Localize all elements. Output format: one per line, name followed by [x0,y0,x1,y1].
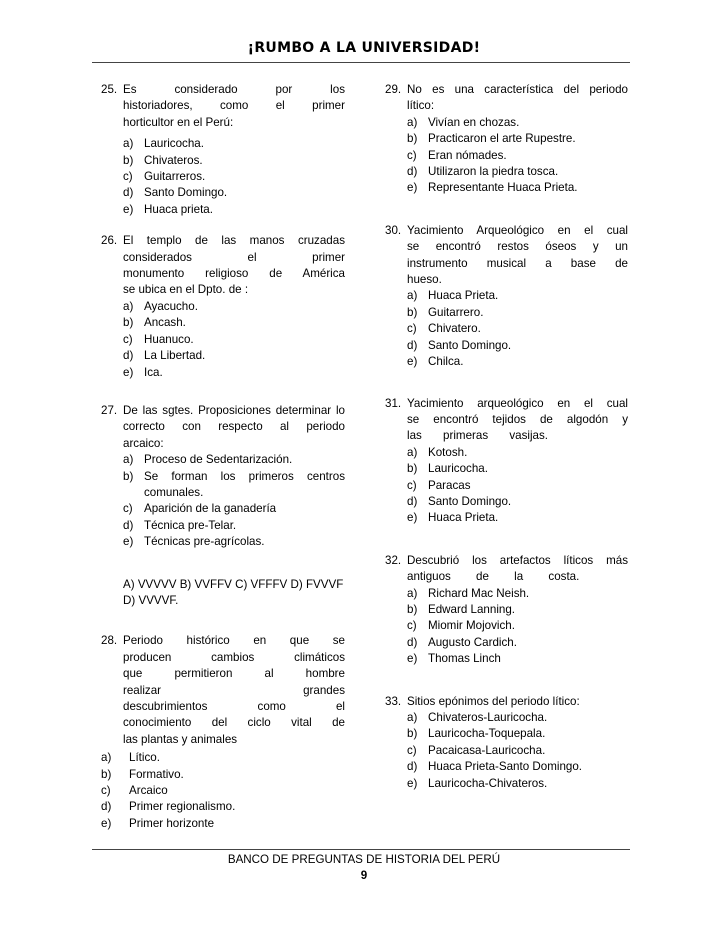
question-number: 31. [385,396,402,410]
question-line: conocimiento del ciclo vital de [123,716,345,730]
option-e: e) Técnicas pre-agrícolas. [123,535,265,549]
option-a: a) Huaca Prieta. [407,289,499,303]
question-30 [385,223,628,371]
option-d: d) Primer regionalismo. [101,800,236,814]
answer-choices [123,577,345,610]
option-b: b) Lauricocha-Toquepala. [407,727,546,741]
question-number: 32. [385,553,402,567]
footer-divider [92,849,630,850]
left-column [101,82,345,832]
option-d: d) Santo Domingo. [407,494,512,508]
page-number: 9 [360,869,368,882]
option-e: e) Lauricocha-Chivateros. [407,776,548,790]
question-number: 33. [385,694,402,708]
question-number: 28. [101,634,118,648]
option-d: d) Augusto Cardich. [407,635,517,649]
question-text [123,633,345,748]
option-e: e) Huaca Prieta. [407,511,499,525]
question-line: realizar grandes [123,683,345,697]
question-text [123,403,345,452]
option-b: b) Se forman los primeros centros comunales. [123,469,345,499]
option-b: b) Formativo. [101,767,184,781]
option-a: a) Richard Mac Neish. [407,586,530,600]
option-a: a) Vivían en chozas. [407,115,520,129]
question-line: que permitieron al hombre [123,667,345,681]
question-line: descubrimientos como el [123,700,345,713]
option-c: c) Chivatero. [407,322,481,336]
question-text [407,396,628,445]
question-line: se encontró restos óseos y un [407,240,628,254]
option-c: c) Guitarreros. [123,170,206,184]
header-divider [92,62,630,63]
question-line: De las sgtes. Proposiciones determinar lo [123,403,345,417]
question-line: hueso. [407,273,442,287]
option-d: d) Huaca Prieta-Santo Domingo. [407,760,583,774]
option-c: c) Huanuco. [123,332,194,346]
question-27 [101,403,345,609]
option-a: a) Kotosh. [407,445,468,459]
option-d: d) Santo Domingo. [123,186,228,200]
option-e: e) Huaca prieta. [123,202,213,216]
question-32 [385,553,628,668]
option-e: e) Representante Huaca Prieta. [407,181,578,195]
question-31 [385,396,628,527]
page-header-title: ¡RUMBO A LA UNIVERSIDAD! [247,40,481,56]
question-line: las plantas y animales [123,732,238,746]
option-d: d) Utilizaron la piedra tosca. [407,165,559,179]
option-d: d) Técnica pre-Telar. [123,518,237,532]
option-b: b) Guitarrero. [407,305,484,319]
option-a: a) Lauricocha. [123,137,204,151]
question-line: Sitios epónimos del periodo lítico: [407,694,580,708]
question-29 [385,82,628,197]
question-line: Yacimiento Arqueológico en el cual [407,223,628,237]
question-line: horticultor en el Perú: [123,115,234,129]
question-line: Es considerado por los [123,83,345,96]
question-33 [385,694,628,792]
option-b: b) Lauricocha. [407,462,488,476]
footer-text: BANCO DE PREGUNTAS DE HISTORIA DEL PERÚ [227,853,501,866]
question-text [407,223,628,289]
question-line: Periodo histórico en que se [123,634,345,648]
option-c: c) Paracas [407,478,471,492]
question-number: 25. [101,83,118,96]
question-line: Descubrió los artefactos líticos más [407,553,628,567]
option-b: b) Practicaron el arte Rupestre. [407,132,576,146]
question-text [123,233,345,299]
question-line: se ubica en el Dpto. de : [123,283,249,297]
option-c: c) Miomir Mojovich. [407,619,515,633]
question-line: historiadores, como el primer [123,99,345,113]
option-b: b) Ancash. [123,316,186,330]
option-b: b) Chivateros. [123,153,203,167]
option-a: a) Lítico. [101,751,160,765]
option-a: a) Proceso de Sedentarización. [123,453,293,467]
option-a: a) Chivateros-Lauricocha. [407,711,548,724]
option-c: c) Pacaicasa-Lauricocha. [407,743,546,757]
answer-line: D) VVVVF. [123,593,179,607]
question-text [123,82,345,131]
question-line: lítico: [407,99,435,113]
answer-line: A) VVVVV B) VVFFV C) VFFFV D) FVVVF [123,577,344,591]
question-line: antiguos de la costa. [407,570,580,584]
option-a: a) Ayacucho. [123,299,198,313]
question-text [407,694,628,710]
question-25 [101,82,345,218]
question-line: las primeras vasijas. [407,429,549,443]
question-text [407,82,628,115]
question-28 [101,633,345,832]
option-d: d) Santo Domingo. [407,338,512,352]
option-e: e) Thomas Linch [407,652,501,666]
question-26 [101,233,345,381]
question-line: Yacimiento arqueológico en el cual [407,396,628,410]
question-line: considerados el primer [123,250,345,264]
option-c: c) Eran nómades. [407,148,507,162]
option-b: b) Edward Lanning. [407,602,516,616]
question-line: correcto con respecto al periodo [123,420,345,434]
question-line: se encontró tejidos de algodón y [407,412,628,426]
question-number: 29. [385,83,402,96]
question-line: monumento religioso de América [123,267,345,281]
question-number: 27. [101,403,118,417]
question-line: arcaico: [123,436,164,450]
right-column [385,82,628,792]
question-line: producen cambios climáticos [123,650,345,664]
option-e: e) Primer horizonte [101,816,215,830]
option-d: d) La Libertad. [123,349,206,363]
option-c: c) Arcaico [101,784,168,798]
question-text [407,553,628,586]
option-e: e) Chilca. [407,355,464,369]
question-line: instrumento musical a base de [407,256,628,270]
question-line: No es una característica del periodo [407,83,628,96]
option-c: c) Aparición de la ganadería [123,502,277,516]
question-number: 26. [101,234,118,248]
option-e: e) Ica. [123,365,163,379]
question-line: El templo de las manos cruzadas [123,234,345,248]
question-number: 30. [385,223,402,237]
